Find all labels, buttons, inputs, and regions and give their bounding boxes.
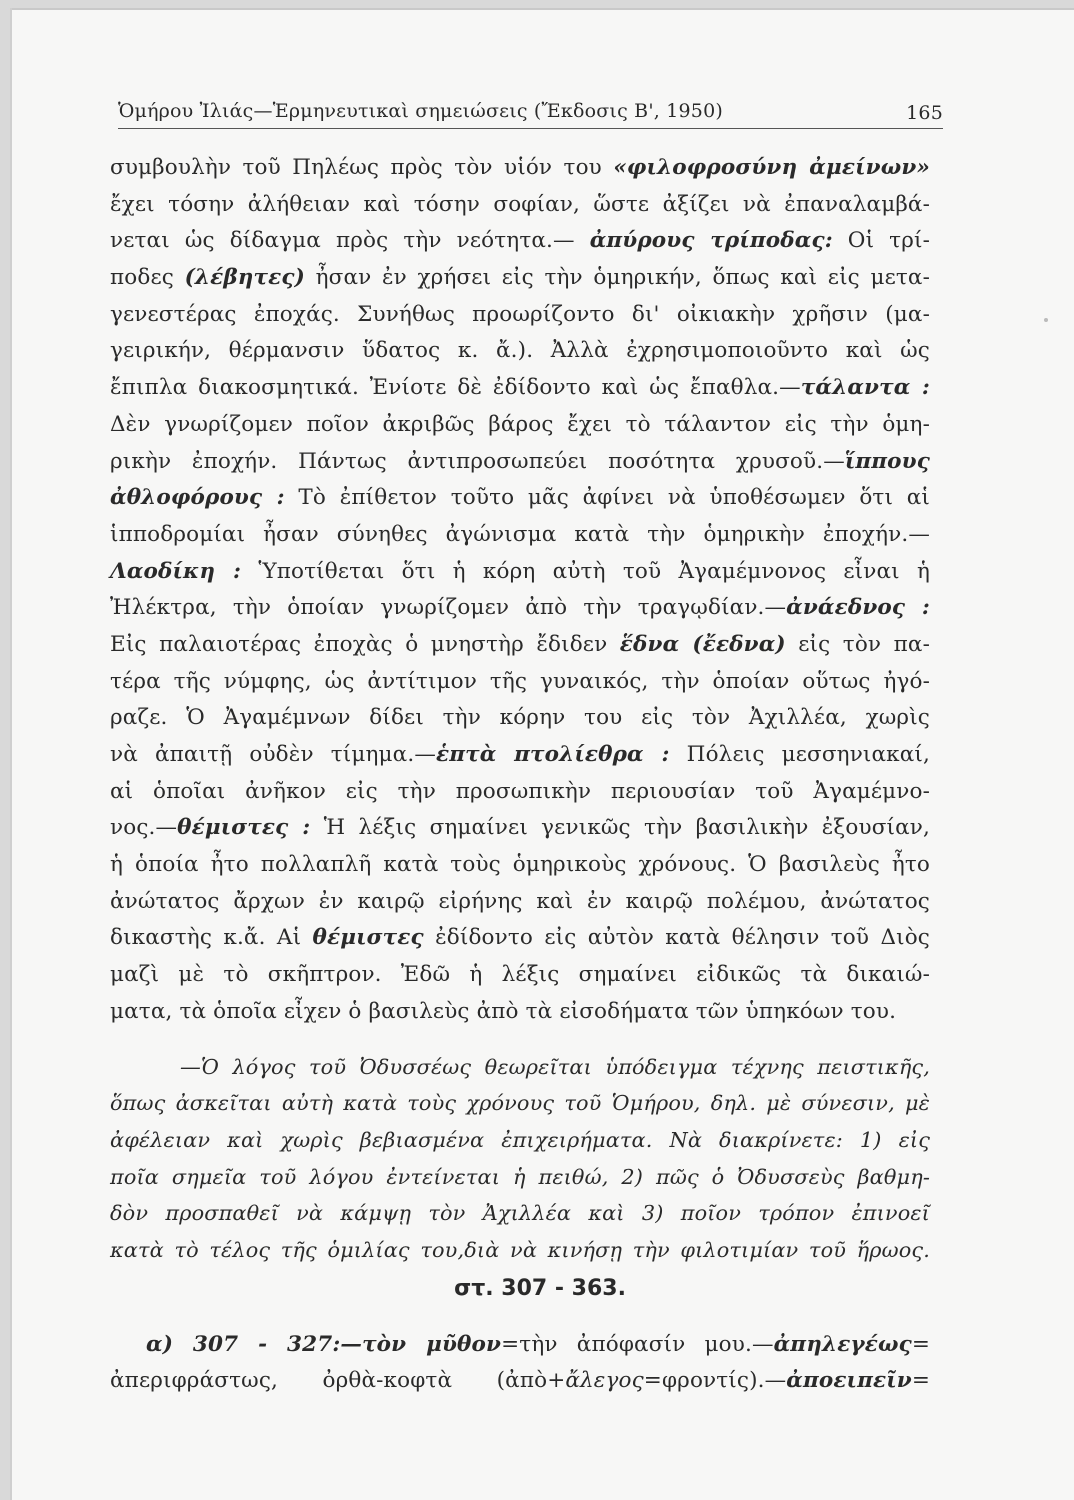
text-run: ἔπιπλα διακοσμητικά. Ἐνίοτε δὲ ἐδίδοντο καὶ ὡς ἔπαθλα.— bbox=[110, 375, 801, 401]
text-line bbox=[110, 444, 930, 481]
text-run: εἰς τὸν πα- bbox=[785, 631, 930, 657]
text-run: Ὑποτίθεται ὅτι ἡ κόρη αὐτὴ τοῦ Ἀγαμέμνονος εἶναι ἡ bbox=[241, 558, 930, 584]
text-run: Ἡ λέξις σημαίνει γενικῶς τὴν βασιλικὴν ἐξουσίαν, bbox=[310, 815, 931, 841]
text-run: ἀπεριφράστως, ὀρθὰ-κοφτὰ (ἀπὸ+ bbox=[110, 1368, 566, 1394]
page-number: 165 bbox=[906, 102, 943, 124]
spacer bbox=[110, 1031, 930, 1049]
lemma: ἀποειπεῖν bbox=[786, 1368, 912, 1394]
lemma: ἀπηλεγέως bbox=[773, 1331, 912, 1357]
text-line: ἱπποδρομίαι ἦσαν σύνηθες ἀγώνισμα κατὰ τὴν ὁμηρικὴν ἐποχήν.— bbox=[110, 521, 930, 547]
text-run: =τὴν ἀπόφασίν μου.— bbox=[501, 1331, 774, 1357]
text-run: συμβουλὴν τοῦ Πηλέως πρὸς τὸν υἱόν του bbox=[110, 155, 614, 180]
text-line bbox=[110, 1363, 930, 1400]
text-run: ρικὴν ἐποχήν. Πάντως ἀντιπροσωπεύει ποσότητα χρυσοῦ.— bbox=[110, 448, 845, 474]
lemma: Λαοδίκη : bbox=[110, 558, 242, 584]
text-line: γειρικήν, θέρμανσιν ὕδατος κ. ἄ.). Ἀλλὰ ἐχρησιμοποιοῦντο καὶ ὡς bbox=[110, 338, 930, 364]
text-line bbox=[110, 554, 930, 591]
text-line: —Ὁ λόγος τοῦ Ὀδυσσέως θεωρεῖται ὑπόδειγμα τέχνης πειστικῆς, bbox=[180, 1054, 930, 1079]
text-line bbox=[110, 260, 930, 297]
text-line bbox=[110, 370, 930, 407]
text-line bbox=[110, 1327, 930, 1364]
lemma: ἑπτὰ πτολίεθρα : bbox=[435, 742, 670, 767]
text-line: ραζε. Ὁ Ἀγαμέμνων δίδει τὴν κόρην του εἰς τὸν Ἀχιλλέα, χωρὶς bbox=[110, 705, 930, 731]
text-line: ματα, τὰ ὁποῖα εἶχεν ὁ βασιλεὺς ἀπὸ τὰ εἰσοδήματα τῶν ὑπηκόων του. bbox=[110, 998, 897, 1024]
text-line: ποῖα σημεῖα τοῦ λόγου ἐντείνεται ἡ πειθώ, 2) πῶς ὁ Ὀδυσσεὺς βαθμη- bbox=[110, 1164, 930, 1189]
lemma: ἵππους bbox=[844, 448, 930, 474]
text-line bbox=[110, 810, 930, 847]
text-run: Ἠλέκτρα, τὴν ὁποίαν γνωρίζομεν ἀπὸ τὴν τραγῳδίαν.— bbox=[110, 595, 787, 621]
section-heading: στ. 307 - 363. bbox=[454, 1275, 626, 1301]
text-line bbox=[110, 920, 930, 957]
text-run: ἐδίδοντο εἰς αὐτὸν κατὰ θέλησιν τοῦ Διὸς bbox=[423, 925, 930, 951]
text-run: Τὸ ἐπίθετον τοῦτο μᾶς ἀφίνει νὰ ὑποθέσωμεν ὅτι αἱ bbox=[284, 485, 930, 511]
text-run: Εἰς παλαιοτέρας ἐποχὰς ὁ μνηστὴρ ἔδιδεν bbox=[110, 631, 620, 657]
text-run: νὰ ἀπαιτῇ οὐδὲν τίμημα.— bbox=[110, 742, 436, 767]
text-line: κατὰ τὸ τέλος τῆς ὁμιλίας του,διὰ νὰ κινήσῃ τὴν φιλοτιμίαν τοῦ ἥρωος. bbox=[110, 1237, 930, 1262]
lemma: α) 307 - 327:—τὸν μῦθον bbox=[146, 1331, 502, 1357]
running-title: Ὁμήρου Ἰλιάς—Ἑρμηνευτικαὶ σημειώσεις (Ἔκδοσις Β', 1950) bbox=[118, 100, 723, 122]
lemma: ἀπύρους τρίποδας: bbox=[589, 228, 833, 254]
text-line bbox=[110, 627, 930, 664]
text-line: γενεστέρας ἐποχάς. Συνήθως προωρίζοντο δι' οἰκιακὴν χρῆσιν (μα- bbox=[110, 301, 930, 327]
text-run: Οἱ τρί- bbox=[832, 228, 931, 254]
text-run: =φροντίς).— bbox=[643, 1368, 787, 1394]
text-run: δικαστὴς κ.ἄ. Αἱ bbox=[110, 925, 313, 951]
text-run: νος.— bbox=[110, 815, 178, 841]
subsection-paragraph bbox=[110, 1327, 930, 1400]
text-run: ἄλεγος bbox=[565, 1368, 644, 1394]
commentary-paragraph bbox=[110, 150, 930, 1031]
paper-speck bbox=[1044, 318, 1048, 322]
text-run: ποδες bbox=[110, 265, 185, 291]
text-run: = bbox=[911, 1331, 931, 1357]
text-line: ὅπως ἀσκεῖται αὐτὴ κατὰ τοὺς χρόνους τοῦ Ὁμήρου, δηλ. μὲ σύνεσιν, μὲ bbox=[110, 1091, 930, 1116]
text-line: ἀφέλειαν καὶ χωρὶς βεβιασμένα ἐπιχειρήματα. Νὰ διακρίνετε: 1) εἰς bbox=[110, 1127, 930, 1152]
text-run: Πόλεις μεσσηνιακαί, bbox=[669, 742, 930, 767]
lemma: θέμιστες : bbox=[177, 815, 311, 841]
italic-note-paragraph bbox=[110, 1049, 930, 1269]
text-line: αἱ ὁποῖαι ἀνῆκον εἰς τὴν προσωπικὴν περιουσίαν τοῦ Ἀγαμέμνο- bbox=[110, 778, 930, 804]
text-line: Δὲν γνωρίζομεν ποῖον ἀκριβῶς βάρος ἔχει τὸ τάλαντον εἰς τὴν ὁμη- bbox=[110, 411, 930, 437]
lemma: τάλαντα : bbox=[800, 375, 930, 401]
lemma: «φιλοφροσύνη ἀμείνων» bbox=[613, 155, 930, 180]
lemma: ἀνάεδνος : bbox=[786, 595, 930, 621]
text-line: δὸν προσπαθεῖ νὰ κάμψῃ τὸν Ἀχιλλέα καὶ 3) ποῖον τρόπον ἐπινοεῖ bbox=[110, 1201, 930, 1226]
text-line: τέρα τῆς νύμφης, ὡς ἀντίτιμον τῆς γυναικός, τὴν ὁποίαν οὕτως ἠγό- bbox=[110, 668, 930, 694]
text-line: ἀνώτατος ἄρχων ἐν καιρῷ εἰρήνης καὶ ἐν καιρῷ πολέμου, ἀνώτατος bbox=[110, 888, 930, 914]
text-line bbox=[110, 590, 930, 627]
text-line bbox=[110, 480, 930, 517]
text-line: μαζὶ μὲ τὸ σκῆπτρον. Ἐδῶ ἡ λέξις σημαίνει εἰδικῶς τὰ δικαιώ- bbox=[110, 962, 930, 988]
text-run: = bbox=[911, 1368, 930, 1394]
text-line bbox=[110, 223, 930, 260]
running-header bbox=[118, 94, 943, 129]
text-line bbox=[110, 737, 930, 774]
text-line bbox=[110, 150, 930, 187]
lemma: ἕδνα (ἔεδνα) bbox=[619, 631, 786, 657]
text-run: νεται ὡς δίδαγμα πρὸς τὴν νεότητα.— bbox=[110, 228, 590, 254]
lemma: (λέβητες) bbox=[184, 265, 305, 291]
lemma: ἀθλοφόρους : bbox=[110, 485, 285, 511]
spacer bbox=[110, 1309, 930, 1327]
text-line: ἔχει τόσην ἀλήθειαν καὶ τόσην σοφίαν, ὥστε ἀξίζει νὰ ἐπαναλαμβά- bbox=[110, 191, 930, 217]
lemma: θέμιστες bbox=[312, 925, 424, 951]
page-body bbox=[110, 150, 930, 1400]
text-run: ἦσαν ἐν χρήσει εἰς τὴν ὁμηρικήν, ὅπως καὶ εἰς μετα- bbox=[304, 265, 930, 291]
text-line: ἡ ὁποία ἦτο πολλαπλῆ κατὰ τοὺς ὁμηρικοὺς χρόνους. Ὁ βασιλεὺς ἦτο bbox=[110, 852, 930, 878]
